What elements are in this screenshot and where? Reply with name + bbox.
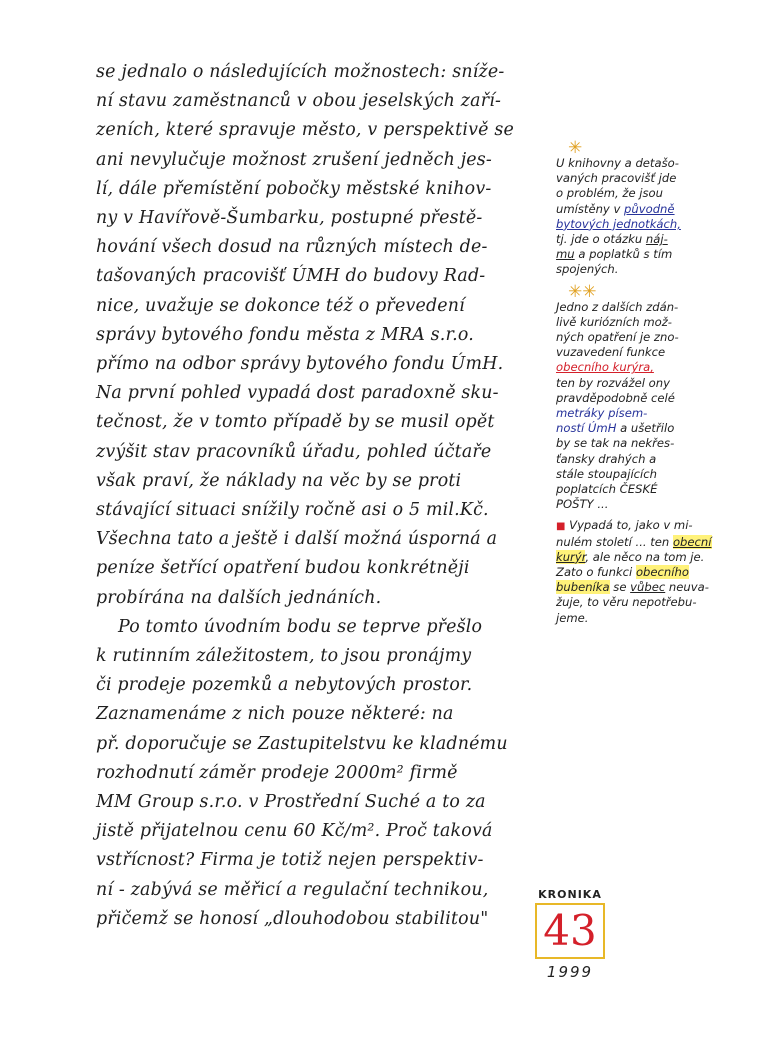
text-line: ny v Havířově-Šumbarku, postupné přestě-: [96, 208, 483, 229]
note-line: o problém, že jsou: [556, 186, 663, 201]
note-line: U knihovny a detašo-: [556, 156, 679, 170]
note-line: [556, 421, 746, 436]
stamp-year: 1999: [546, 963, 594, 981]
note-line: vuzavedení funkce: [556, 345, 666, 360]
note-line: ťansky drahých a: [556, 451, 657, 466]
note-highlighted-text: obecního: [635, 565, 689, 580]
note-line: ných opatření je zno-: [556, 330, 679, 345]
note-highlighted-text: obecní: [672, 534, 712, 549]
note-line: by se tak na nekřes-: [556, 436, 675, 451]
asterisk-icon: ✳: [568, 138, 583, 158]
note-line: spojených.: [556, 262, 619, 277]
text-line: nice, uvažuje se dokonce též o převedení: [96, 295, 465, 316]
note-text: a ušetřilo: [616, 421, 675, 436]
note-underlined-text: vůbec: [630, 580, 666, 595]
text-line: probírána na dalších jednáních.: [96, 587, 382, 608]
note-line: [556, 580, 746, 595]
text-line: ní stavu zaměstnanců v obou jeselských zaří-: [96, 91, 502, 112]
text-line: Zaznamenáme z nich pouze některé: na: [96, 704, 454, 725]
text-line: přičemž se honosí „dlouhodobou stabilitou": [96, 908, 489, 929]
note-line: POŠTY ...: [556, 497, 609, 512]
note-text: neuva-: [665, 580, 709, 595]
note-underlined-text: původně: [624, 201, 675, 216]
note-text: nulém století ... ten: [556, 534, 673, 549]
margin-note-1: [556, 140, 746, 278]
note-highlighted-text: bubeníka: [556, 580, 610, 595]
note-line: [556, 565, 746, 580]
text-line: se jednalo o následujících možnostech: sníže-: [96, 62, 505, 82]
note-line: [556, 550, 746, 565]
text-line: či prodeje pozemků a nebytových prostor.: [96, 675, 473, 696]
note-text: se: [609, 580, 631, 595]
text-line: tašovaných pracovišť ÚMH do budovy Rad-: [96, 266, 486, 287]
note-line: [556, 232, 746, 247]
text-line: však praví, že náklady na věc by se proti: [96, 470, 462, 491]
page-number: 43: [535, 903, 605, 959]
text-line: vstřícnost? Firma je totiž nejen perspektiv-: [96, 850, 484, 871]
note-line: Jedno z dalších zdán-: [556, 299, 679, 314]
text-line: Po tomto úvodním bodu se teprve přešlo: [118, 616, 483, 637]
note-underlined-text: bytových jednotkách,: [556, 216, 681, 231]
text-line: jistě přijatelnou cenu 60 Kč/m². Proč taková: [96, 821, 493, 842]
note-line: poplatcích ČESKÉ: [556, 482, 658, 497]
text-line: MM Group s.r.o. v Prostřední Suché a to za: [96, 792, 486, 813]
note-line: [556, 247, 746, 262]
note-line: vaných pracovišť jde: [556, 171, 677, 186]
margin-notes: [556, 140, 746, 632]
text-line: zeních, které spravuje město, v perspektivě se: [96, 120, 514, 141]
note-line: [556, 535, 746, 550]
note-underlined-text: mu: [556, 247, 575, 262]
note-line: ten by rozvážel ony: [556, 375, 670, 390]
chronicle-page-stamp: [525, 888, 615, 981]
note-line: livě kuriózních mož-: [556, 314, 672, 329]
chronicle-main-text: [96, 58, 536, 934]
text-line: hování všech dosud na různých místech de-: [96, 237, 488, 258]
text-line: správy bytového fondu města z MRA s.r.o.: [96, 324, 474, 345]
margin-note-3: [556, 518, 746, 625]
note-line: [556, 518, 746, 534]
text-line: stávající situaci snížily ročně asi o 5 mil.Kč.: [96, 500, 489, 521]
text-line: tečnost, že v tomto případě by se musil opět: [96, 412, 495, 433]
text-line: rozhodnutí záměr prodeje 2000m² firmě: [96, 762, 458, 783]
text-line: Na první pohled vypadá dost paradoxně sku-: [96, 383, 499, 404]
note-text: Zato o funkci: [556, 565, 636, 580]
text-line: k rutinním záležitostem, to jsou pronájmy: [96, 646, 472, 667]
stamp-label: KRONIKA: [538, 888, 602, 901]
note-text: a poplatků s tím: [574, 247, 673, 262]
note-text: tj. jde o otázku: [556, 232, 646, 247]
note-line: pravděpodobně celé: [556, 390, 675, 405]
note-blue-text: ností ÚmH: [556, 421, 617, 436]
note-line: [556, 202, 746, 217]
text-line: ani nevylučuje možnost zrušení jedněch jes-: [96, 149, 492, 170]
note-text: Vypadá to, jako v mi-: [569, 518, 693, 533]
note-red-text: obecního kurýra,: [556, 360, 654, 375]
note-text: umístěny v: [556, 201, 625, 216]
text-line: přímo na odbor správy bytového fondu ÚmH.: [96, 354, 504, 375]
note-line: jeme.: [556, 610, 589, 625]
note-line: žuje, to věru nepotřebu-: [556, 595, 697, 610]
text-line: zvýšit stav pracovníků úřadu, pohled účtaře: [96, 441, 492, 462]
double-asterisk-icon: ✳✳: [568, 281, 597, 302]
text-line: Všechna tato a ještě i další možná úsporná a: [96, 529, 498, 550]
note-blue-text: metráky písem-: [556, 406, 648, 421]
note-line: stále stoupajících: [556, 466, 657, 481]
text-line: ní - zabývá se měřicí a regulační technikou,: [96, 879, 489, 900]
text-line: lí, dále přemístění pobočky městské knihov-: [96, 178, 492, 199]
note-text: , ale něco na tom je.: [585, 549, 705, 564]
note-highlighted-text: kurýr: [556, 549, 586, 564]
red-square-icon: ■: [556, 521, 566, 533]
text-line: peníze šetřící opatření budou konkrétněji: [96, 558, 470, 579]
margin-note-2: [556, 281, 746, 513]
note-underlined-text: náj-: [645, 232, 668, 247]
text-line: př. doporučuje se Zastupitelstvu ke kladnému: [96, 733, 508, 754]
